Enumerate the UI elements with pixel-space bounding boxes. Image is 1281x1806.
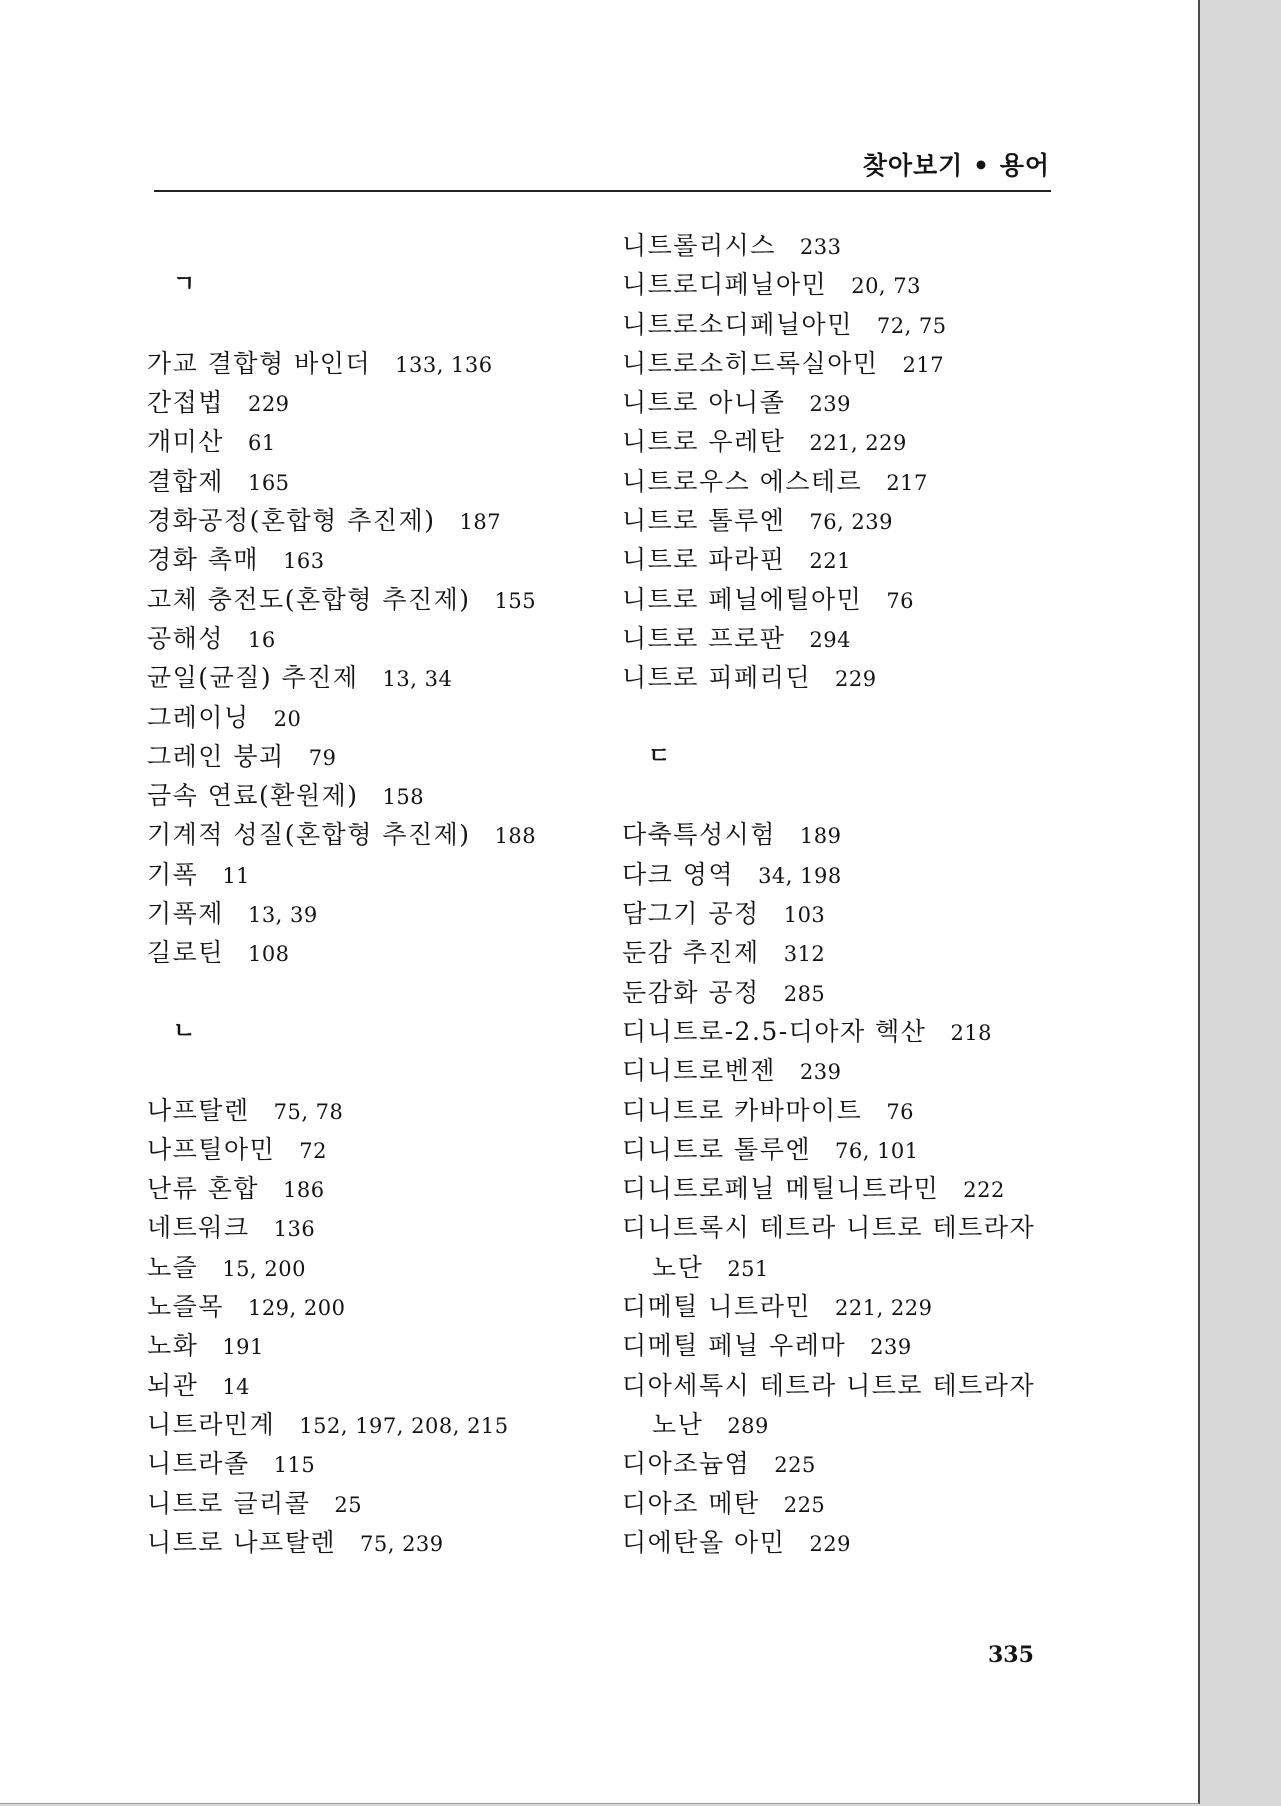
index-term: 니트로 우레탄 [622,427,786,457]
index-entry [622,894,1082,933]
index-term: 다크 영역 [622,859,735,889]
index-page-refs: 289 [727,1413,769,1438]
index-page-refs: 115 [273,1453,316,1478]
index-entry [622,1326,1082,1365]
index-entry [622,1523,1082,1562]
index-term: 디니트로벤젠 [622,1056,776,1086]
index-page-refs: 165 [247,470,290,495]
index-entry [622,1012,1082,1051]
index-page-refs: 191 [222,1335,264,1360]
index-page-refs: 13, 34 [382,667,453,692]
index-entry [147,1287,597,1326]
index-page-refs: 133, 136 [395,352,493,377]
index-entry [147,855,597,894]
index-entry [622,815,1082,854]
index-page-refs: 229 [247,392,290,417]
index-entry [147,1523,597,1562]
index-page-refs: 76, 239 [809,510,894,535]
spacer [147,973,597,1012]
index-term: 노즐목 [147,1292,224,1322]
index-entry [622,1091,1082,1130]
index-page-refs: 129, 200 [247,1296,346,1321]
index-term: 기폭 [147,859,199,889]
index-page-refs: 76 [886,588,915,613]
index-page-refs: 221, 229 [835,1296,933,1321]
section-letter: ㄷ [648,742,671,769]
index-page-refs: 239 [870,1335,912,1360]
index-term: 디아조 메탄 [622,1488,760,1518]
index-term: 네트워크 [147,1213,250,1243]
index-page-refs: 76, 101 [835,1138,919,1163]
index-term: 니트로 프로판 [622,623,786,653]
index-page-refs: 225 [783,1492,826,1517]
index-entry-continuation [622,1248,1082,1287]
index-term: 그레인 붕괴 [147,741,285,771]
index-page-refs: 25 [334,1492,363,1517]
index-page-refs: 108 [247,942,290,967]
index-page-refs: 20, 73 [851,274,921,299]
index-term: 길로틴 [147,938,224,968]
index-term: 뇌관 [147,1370,199,1400]
index-term: 기계적 성질(혼합형 추진제) [147,820,471,850]
index-entry [147,1326,597,1365]
index-page-refs: 239 [799,1060,842,1085]
index-term: 디니트로 카바마이트 [622,1095,863,1125]
index-entry [622,265,1082,304]
index-term: 니트라민계 [147,1409,276,1439]
index-term: 디메틸 페닐 우레마 [622,1331,847,1361]
index-term: 디에탄올 아민 [622,1527,786,1557]
index-entry [622,1444,1082,1483]
index-term: 니트로 글리콜 [147,1488,311,1518]
index-term: 균일(균질) 추진제 [147,663,359,693]
index-entry [147,1484,597,1523]
index-entry [622,855,1082,894]
index-page-refs: 186 [283,1178,325,1203]
index-entry [147,619,597,658]
index-entry [147,1248,597,1287]
index-term: 니트롤리시스 [622,231,776,260]
index-term: 디메틸 니트라민 [622,1292,811,1322]
index-page-refs: 217 [902,352,945,377]
index-entry [147,658,597,697]
header-rule [154,190,1051,192]
index-page-refs: 14 [222,1374,251,1399]
index-entry [147,1444,597,1483]
index-term: 디아조늄염 [622,1449,751,1479]
index-entry [622,1208,1082,1247]
index-entry [147,737,597,776]
index-page-refs: 61 [247,431,276,456]
index-entry [147,1130,597,1169]
index-page-refs: 76 [886,1099,915,1124]
index-term: 노단 [652,1252,704,1282]
index-page-refs: 163 [283,549,325,574]
spacer [147,226,597,265]
index-entry [622,1130,1082,1169]
index-term: 개미산 [147,427,224,457]
index-entry [622,501,1082,540]
index-entry [147,776,597,815]
spacer [622,698,1082,737]
index-page-refs: 233 [799,235,842,259]
index-page-refs: 217 [886,470,928,495]
spacer [622,776,1082,815]
index-term: 디니트록시 테트라 니트로 테트라자 [622,1213,1036,1243]
index-entry [147,1169,597,1208]
index-term: 디니트로-2.5-디아자 헥산 [622,1016,927,1046]
index-entry [622,344,1082,383]
index-entry [622,580,1082,619]
index-entry [622,1051,1082,1090]
index-entry [622,422,1082,461]
index-page-refs: 75, 239 [360,1531,444,1556]
index-entry [147,540,597,579]
index-term: 난류 혼합 [147,1174,260,1204]
index-term: 둔감 추진제 [622,938,760,968]
index-term: 디니트로 톨루엔 [622,1134,811,1164]
index-entry [622,933,1082,972]
index-term: 간접법 [147,388,224,418]
index-page-refs: 79 [308,745,337,770]
index-entry [622,226,1082,265]
index-term: 공해성 [147,623,224,653]
index-page-refs: 11 [222,863,251,888]
index-entry [622,462,1082,501]
index-entry [147,815,597,854]
index-term: 니트로 아니졸 [622,388,786,418]
index-term: 니트로소히드록실아민 [622,348,879,378]
index-entry [622,1484,1082,1523]
index-entry [622,1366,1082,1405]
index-term: 나프탈렌 [147,1095,250,1125]
index-page-refs: 136 [273,1217,316,1242]
index-entry [147,580,597,619]
index-column-right [622,226,1082,1562]
index-entry [147,344,597,383]
index-page-refs: 285 [783,981,826,1006]
index-entry [147,933,597,972]
index-entry [147,422,597,461]
index-page-refs: 13, 39 [247,903,318,928]
index-entry [147,383,597,422]
index-page-refs: 218 [950,1020,993,1045]
index-entry [622,1169,1082,1208]
index-term: 경화 촉매 [147,545,260,575]
spacer [147,1051,597,1090]
index-entry [622,540,1082,579]
index-page-refs: 221, 229 [809,431,907,456]
index-page-refs: 229 [835,667,877,692]
index-term: 가교 결합형 바인더 [147,348,372,378]
index-page-refs: 221 [809,549,851,574]
spacer [147,305,597,344]
index-entry [622,1287,1082,1326]
index-term: 금속 연료(환원제) [147,781,359,811]
index-entry [622,973,1082,1012]
index-term: 니트로 톨루엔 [622,506,786,536]
running-header: 찾아보기 • 용어 [862,151,1050,180]
index-term: 둔감화 공정 [622,977,760,1007]
page-number: 335 [988,1642,1034,1668]
index-term: 니트라졸 [147,1449,250,1479]
index-term: 디아세톡시 테트라 니트로 테트라자 [622,1370,1036,1400]
index-page-refs: 103 [783,903,826,928]
index-page-refs: 15, 200 [222,1256,306,1281]
index-page-refs: 189 [799,824,842,849]
index-term: 그레이닝 [147,702,250,732]
index-entry [147,462,597,501]
index-entry [147,894,597,933]
index-term: 니트로 페닐에틸아민 [622,584,863,614]
index-entry [622,619,1082,658]
index-page-refs: 251 [727,1256,769,1281]
index-term: 경화공정(혼합형 추진제) [147,506,436,536]
index-entry [147,1208,597,1247]
index-entry [147,1091,597,1130]
index-page-refs: 152, 197, 208, 215 [299,1413,509,1438]
index-term: 니트로 나프탈렌 [147,1527,336,1557]
index-term: 노화 [147,1331,199,1361]
index-term: 기폭제 [147,899,224,929]
index-page-refs: 188 [494,824,537,849]
index-term: 니트로 파라핀 [622,545,786,575]
index-term: 나프틸아민 [147,1134,276,1164]
index-page-refs: 187 [459,510,502,535]
index-page-refs: 16 [247,627,276,652]
index-page-refs: 75, 78 [273,1099,344,1124]
index-page-refs: 72, 75 [876,313,947,338]
index-entry-continuation [622,1405,1082,1444]
index-page-refs: 229 [809,1531,851,1556]
section-letter: ㄱ [173,271,196,298]
index-term: 결합제 [147,466,224,496]
index-term: 다축특성시험 [622,820,776,850]
section-letter: ㄴ [173,1017,196,1044]
index-page-refs: 225 [774,1453,816,1478]
index-entry [147,501,597,540]
index-page-refs: 20 [273,706,302,731]
index-term: 니트로디페닐아민 [622,270,828,300]
index-term: 니트로소디페닐아민 [622,309,853,339]
index-page-refs: 222 [963,1178,1005,1203]
index-page-refs: 294 [809,627,851,652]
index-term: 노난 [652,1409,704,1439]
index-term: 고체 충전도(혼합형 추진제) [147,584,471,614]
index-term: 담그기 공정 [622,899,760,929]
index-term: 디니트로페닐 메틸니트라민 [622,1174,940,1204]
index-entry [147,698,597,737]
index-term: 니트로 피페리딘 [622,663,811,693]
index-entry [622,383,1082,422]
index-term: 노즐 [147,1252,199,1282]
index-entry [622,658,1082,697]
index-page-refs: 158 [382,785,425,810]
index-entry [622,305,1082,344]
index-page-refs: 312 [783,942,826,967]
index-page-refs: 34, 198 [758,863,842,888]
index-page-refs: 239 [809,392,851,417]
index-column-left [147,226,597,1562]
index-term: 니트로우스 에스테르 [622,466,863,496]
index-entry [147,1366,597,1405]
index-entry [147,1405,597,1444]
index-page-refs: 72 [299,1138,327,1163]
index-page-refs: 155 [494,588,537,613]
